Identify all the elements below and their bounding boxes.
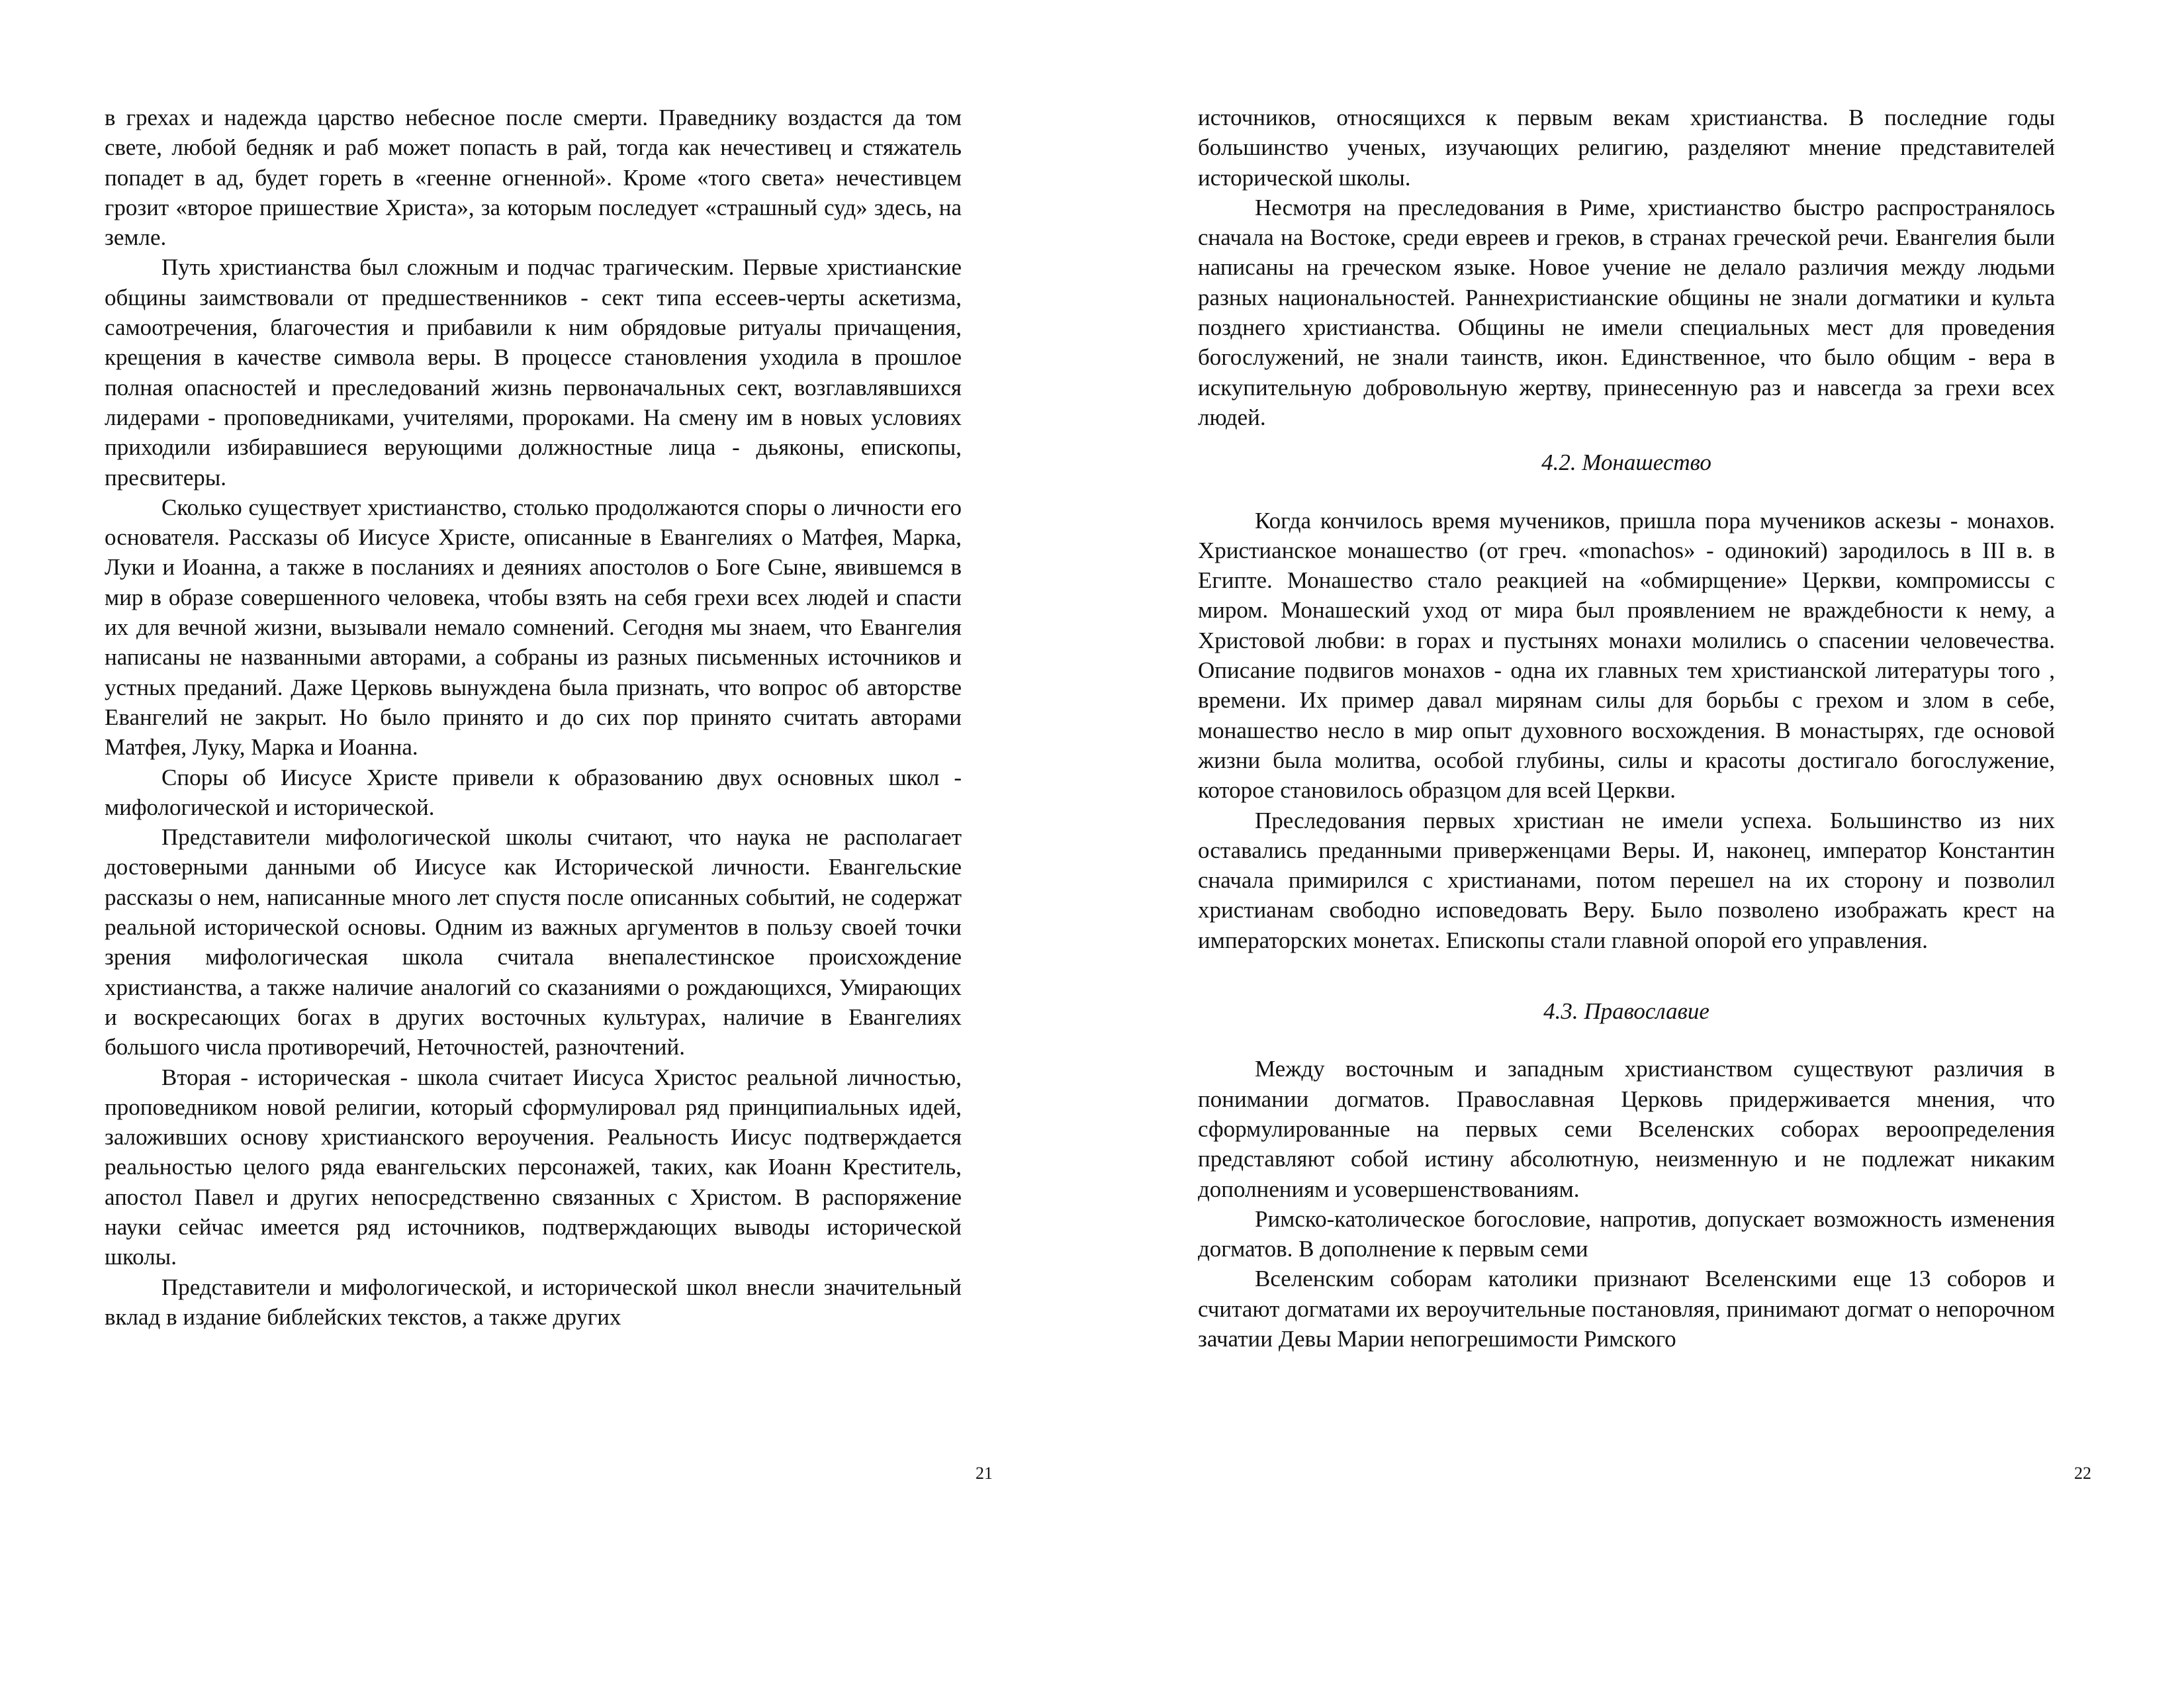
paragraph: Римско-католическое богословие, напротив, допускает возможность изменения догматов. В дополнение к первым семи <box>1198 1205 2055 1262</box>
right-page <box>1092 0 2184 1688</box>
section-heading-monasticism: 4.2. Монашество <box>1541 449 1711 476</box>
paragraph: Несмотря на преследования в Риме, христианство быстро распространялось сначала на Востоке, среди евреев и греков, в странах греческой речи. Евангелия были написаны на греческом языке. Новое учение не делало различия между людьми разных национальностей. Раннехристианские общины не знали догматики и культа позднего христианства. Общины не имели специальных мест для проведения богослужений, не знали таинств, икон. Единственное, что было общим - вера в искупительную добровольную жертву, принесенную раз и навсегда за грехи всех людей. <box>1198 194 2055 430</box>
paragraph: в грехах и надежда царство небесное после смерти. Праведнику воздастся да том свете, любой бедняк и раб может попасть в рай, тогда как нечестивец и стяжатель попадет в ад, будет гореть в «геенне огненной». Кроме «того света» нечестивцем грозит «второе пришествие Христа», за которым последует «страшный суд» здесь, на земле. <box>105 105 962 251</box>
paragraph: Представители мифологической школы считают, что наука не располагает достоверными данными об Иисусе как Исторической личности. Евангельские рассказы о нем, написанные много лет спустя после описанных событий, не содержат реальной исторической основы. Одним из важных аргументов в пользу своей точки зрения мифологическая школа считала внепалестинское происхождение христианства, а также наличие аналогий со сказаниями о рождающихся, Умирающих и воскресающих богах в других восточных культурах, наличие в Евангелиях большого числа противоречий, Неточностей, разночтений. <box>105 824 962 1060</box>
paragraph: Преследования первых христиан не имели успеха. Большинство из них оставались преданными приверженцами Веры. И, наконец, император Константин сначала примирился с христианами, потом перешел на их сторону и позволил христианам свободно исповедовать Веру. Было позволено изображать крест на императорских монетах. Епископы стали главной опорой его управления. <box>1198 807 2055 953</box>
right-text-column <box>1198 103 2055 1354</box>
paragraph: Представители и мифологической, и исторической школ внесли значительный вклад в издание библейских текстов, а также других <box>105 1274 962 1330</box>
paragraph: Путь христианства был сложным и подчас трагическим. Первые христианские общины заимствовали от предшественников - сект типа ессеев-черты аскетизма, самоотречения, благочестия и прибавили к ним обрядовые ритуалы причащения, крещения в качестве символа веры. В процессе становления уходила в прошлое полная опасностей и преследований жизнь первоначальных сект, возглавлявшихся лидерами - проповедниками, учителями, пророками. На смену им в новых условиях приходили избиравшиеся верующими должностные лица - дьяконы, епископы, пресвитеры. <box>105 254 962 491</box>
left-text-column <box>105 103 962 1332</box>
paragraph: Споры об Иисусе Христе привели к образованию двух основных школ - мифологической и исторической. <box>105 764 962 820</box>
paragraph: источников, относящихся к первым векам христианства. В последние годы большинство ученых, изучающих религию, разделяют мнение представителей исторической школы. <box>1198 105 2055 191</box>
page-number: 22 <box>2074 1464 2091 1483</box>
paragraph: Между восточным и западным христианством существуют различия в понимании догматов. Православная Церковь придерживается мнения, что сформулированные на первых семи Вселенских соборах вероопределения представляют собой истину абсолютную, неизменную и не подлежат никаким дополнениям и усовершенствованиям. <box>1198 1056 2055 1202</box>
paragraph: Вторая - историческая - школа считает Иисуса Христос реальной личностью, проповедником новой религии, который сформулировал ряд принципиальных идей, заложивших основу христианского вероучения. Реальность Иисус подтверждается реальностью целого ряда евангельских персонажей, таких, как Иоанн Креститель, апостол Павел и других непосредственно связанных с Христом. В распоряжение науки сейчас имеется ряд источников, подтверждающих выводы исторической школы. <box>105 1064 962 1270</box>
page-number: 21 <box>976 1464 993 1483</box>
paragraph: Вселенским соборам католики признают Вселенскими еще 13 соборов и считают догматами их вероучительные постановляя, принимают догмат о непорочном зачатии Девы Марии непогрешимости Римского <box>1198 1266 2055 1352</box>
paragraph: Сколько существует христианство, столько продолжаются споры о личности его основателя. Рассказы об Иисусе Христе, описанные в Евангелиях о Матфея, Марка, Луки и Иоанна, а также в посланиях и деяниях апостолов о Боге Сыне, явившемся в мир в образе совершенного человека, чтобы взять на себя грехи всех людей и спасти их для вечной жизни, вызывали немало сомнений. Сегодня мы знаем, что Евангелия написаны не названными авторами, а собраны из разных письменных источников и устных преданий. Даже Церковь вынуждена была признать, что вопрос об авторстве Евангелий не закрыт. Но было принято и до сих пор принято считать авторами Матфея, Луку, Марка и Иоанна. <box>105 494 962 761</box>
section-heading-orthodoxy: 4.3. Православие <box>1543 998 1709 1025</box>
paragraph: Когда кончилось время мучеников, пришла пора мучеников аскезы - монахов. Христианское монашество (от греч. «monachos» - одинокий) зародилось в III в. в Египте. Монашество стало реакцией на «обмирщение» Церкви, компромиссы с миром. Монашеский уход от мира был проявлением не враждебности к нему, а Христовой любви: в горах и пустынях монахи молились о спасении человечества. Описание подвигов монахов - одна их главных тем христианской литературы того , времени. Их пример давал мирянам силы для борьбы с грехом и злом в себе, монашество несло в мир опыт духовного восхождения. В монастырях, где основой жизни была молитва, особой глубины, силы и красоты достигало богослужение, которое становилось образцом для всей Церкви. <box>1198 507 2055 804</box>
